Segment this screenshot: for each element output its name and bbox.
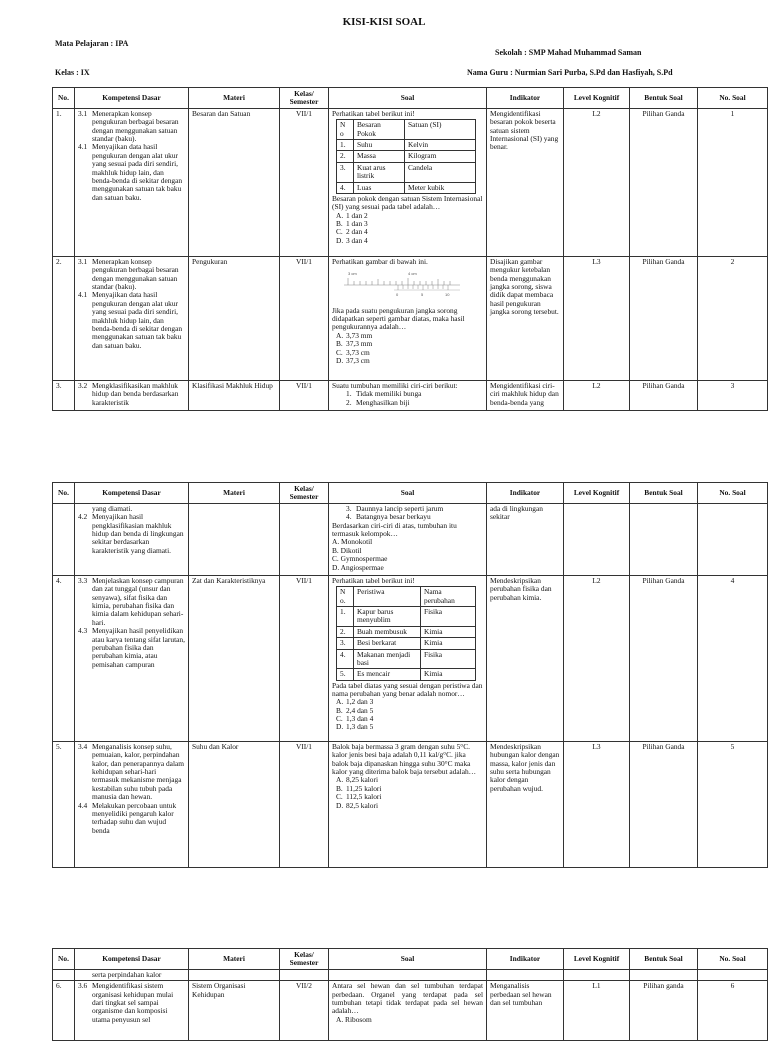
col-nosoal: No. Soal [698, 88, 768, 109]
level-cell: L2 [564, 109, 630, 257]
kisi-table-3 [52, 948, 768, 1041]
col-level: Level Kognitif [564, 483, 630, 504]
indikator-cell: Mendeskripsikan hubungan kalor dengan massa, kalor jenis dan suhu serta hubungan kalor dengan perubahan wujud. [487, 742, 564, 868]
soal-intro: Suatu tumbuhan memiliki ciri-ciri berikut: [332, 381, 458, 390]
col-indikator: Indikator [487, 88, 564, 109]
kisi-table-1 [52, 87, 768, 411]
col-materi: Materi [189, 88, 280, 109]
kd-cell [75, 742, 189, 868]
kd-item: 4.2 Menyajikan hasil pengklasifikasian makhluk hidup dan benda di lingkungan sekitar berdasarkan karakteristik yang diamati. [78, 512, 184, 555]
kelas-cell: VII/1 [280, 576, 329, 742]
col-bentuk: Bentuk Soal [630, 88, 698, 109]
level-cell: L1 [564, 981, 630, 1041]
kd-item: 3.1 Menerapkan konsep pengukuran berbagai besaran dengan menggunakan satuan standar (baku). [78, 257, 179, 292]
soal-text: Balok baja bermassa 3 gram dengan suhu 5°C. kalor jenis besi baja adalah 0,11 kal/g°C. jika balok baja dipanaskan hingga suhu 30°C maka kalor yang diterima balok baja tersebut adalah… [332, 742, 477, 777]
ciri-list: 1. Tidak memiliki bunga 2. Menghasilkan biji [346, 389, 422, 407]
indikator-cell: Mengidentifikasi ciri-ciri makhluk hidup dan benda-benda yang [487, 381, 564, 411]
col-kd: Kompetensi Dasar [75, 949, 189, 970]
table-row [53, 504, 768, 576]
col-materi: Materi [189, 483, 280, 504]
kelas-cell: VII/1 [280, 742, 329, 868]
bentuk-cell: Pilihan Ganda [630, 576, 698, 742]
svg-text:4 cm: 4 cm [408, 271, 417, 277]
options-list: A. 1 dan 2 B. 1 dan 3 C. 2 dan 4 D. 3 dan 4 [336, 210, 368, 245]
table-row [53, 981, 768, 1041]
kd-cell: serta perpindahan kalor [75, 970, 189, 981]
col-bentuk: Bentuk Soal [630, 949, 698, 970]
sekolah-label: Sekolah : SMP Mahad Muhammad Saman [495, 48, 642, 57]
indikator-cell: Disajikan gambar mengukur ketebalan benda menggunakan jangka sorong, siswa didik dapat membaca hasil pengukuran jangka sorong tersebut. [487, 257, 564, 381]
bentuk-cell: Pilihan Ganda [630, 257, 698, 381]
nosoal-cell: 6 [698, 981, 768, 1041]
bentuk-cell: Pilihan Ganda [630, 742, 698, 868]
table-header-row [53, 949, 768, 970]
col-indikator: Indikator [487, 483, 564, 504]
row-no: 6. [53, 981, 75, 1041]
bentuk-cell: Pilihan ganda [630, 981, 698, 1041]
materi-cell: Suhu dan Kalor [189, 742, 280, 868]
table-row [53, 109, 768, 257]
kd-item: 3.3 Menjelaskan konsep campuran dan zat tunggal (unsur dan senyawa), sifat fisika dan kimia, perubahan fisika dan kimia dalam kehidupan sehari-hari. [78, 576, 184, 627]
soal-cell [329, 257, 487, 381]
col-no: No. [53, 88, 75, 109]
options-list: A. 1,2 dan 3 B. 2,4 dan 5 C. 1,3 dan 4 D. 1,3 dan 5 [336, 697, 374, 732]
nosoal-cell: 1 [698, 109, 768, 257]
indikator-cell: ada di lingkungan sekitar [487, 504, 564, 576]
ciri-list: 3. Daunnya lancip seperti jarum 4. Batangnya besar berkayu [346, 504, 444, 522]
col-indikator: Indikator [487, 949, 564, 970]
table-header-row [53, 483, 768, 504]
svg-text:3 cm: 3 cm [348, 271, 357, 277]
kelas-cell: VII/2 [280, 981, 329, 1041]
soal-cell [329, 381, 487, 411]
nosoal-cell: 5 [698, 742, 768, 868]
col-no: No. [53, 483, 75, 504]
soal-text: Jika pada suatu pengukuran jangka sorong didapatkan seperti gambar diatas, maka hasil pengukurannya adalah… [332, 305, 465, 332]
soal-intro: Perhatikan gambar di bawah ini. [332, 257, 428, 266]
col-kelas: Kelas/ Semester [280, 88, 329, 109]
soal-text: Besaran pokok dengan satuan Sistem Internasional (SI) yang sesuai pada tabel adalah… [332, 193, 483, 212]
kd-item: 3.1 Menerapkan konsep pengukuran berbagai besaran dengan menggunakan satuan standar (baku). [78, 109, 179, 144]
soal-cell [329, 576, 487, 742]
row-no: 3. [53, 381, 75, 411]
bentuk-cell: Pilihan Ganda [630, 381, 698, 411]
kd-item: 4.1 Menyajikan data hasil pengukuran dengan alat ukur yang sesuai pada diri sendiri, makhluk hidup lain, dan benda-benda di sekitar dengan menggunakan satuan tak baku dan satuan baku. [78, 142, 183, 202]
kd-item: 3.4 Menganalisis konsep suhu, pemuaian, kalor, perpindahan kalor, dan penerapannya dalam kehidupan sehari-hari termasuk mekanisme menjaga kestabilan suhu tubuh pada manusia dan hewan. [78, 742, 185, 802]
page-break [0, 412, 768, 480]
table-row [53, 742, 768, 868]
col-bentuk: Bentuk Soal [630, 483, 698, 504]
guru-label: Nama Guru : Nurmian Sari Purba, S.Pd dan Hasfiyah, S.Pd [467, 68, 673, 77]
kd-item: 4.1 Menyajikan data hasil pengukuran dengan alat ukur yang sesuai pada diri sendiri, makhluk hidup lain, dan benda-benda di sekitar dengan menggunakan satuan tak baku dan satuan baku. [78, 290, 183, 350]
soal-text: Berdasarkan ciri-ciri di atas, tumbuhan itu termasuk kelompok… [332, 520, 457, 539]
kd-item: 4.3 Menyajikan hasil penyelidikan atau karya tentang sifat larutan, perubahan fisika dan perubahan kimia, atau pemisahan campuran [78, 626, 185, 669]
level-cell: L3 [564, 742, 630, 868]
materi-cell: Besaran dan Satuan [189, 109, 280, 257]
soal-text: Antara sel hewan dan sel tumbuhan terdapat perbedaan. Organel yang terdapat pada sel tumbuhan tetapi tidak terdapat pada sel hewan adalah… [332, 981, 483, 1016]
kelas-cell: VII/1 [280, 109, 329, 257]
row-no: 4. [53, 576, 75, 742]
col-kelas: Kelas/ Semester [280, 483, 329, 504]
kisi-table-2 [52, 482, 768, 868]
level-cell: L2 [564, 576, 630, 742]
soal-cell [329, 742, 487, 868]
kelas-cell: VII/1 [280, 257, 329, 381]
materi-cell: Pengukuran [189, 257, 280, 381]
indikator-cell: Mengidentifikasi besaran pokok beserta satuan sistem Internasional (SI) yang benar. [487, 109, 564, 257]
table-row [53, 576, 768, 742]
mapel-label: Mata Pelajaran : IPA [55, 39, 129, 48]
indikator-cell: Mendeskripsikan perubahan fisika dan perubahan kimia. [487, 576, 564, 742]
kelas-label: Kelas : IX [55, 68, 90, 77]
level-cell: L2 [564, 381, 630, 411]
col-level: Level Kognitif [564, 88, 630, 109]
col-kelas: Kelas/ Semester [280, 949, 329, 970]
col-no: No. [53, 949, 75, 970]
soal-cell: 3. Daunnya lancip seperti jarum 4. Batangnya besar berkayu Berdasarkan ciri-ciri di atas, tumbuhan itu termasuk kelompok… A. Monokotil B. Dikotil C. Gymnospermae D. Angiospermae [329, 504, 487, 576]
col-soal: Soal [329, 483, 487, 504]
col-kd: Kompetensi Dasar [75, 88, 189, 109]
row-no: 5. [53, 742, 75, 868]
materi-cell: Klasifikasi Makhluk Hidup [189, 381, 280, 411]
table-header-row [53, 88, 768, 109]
svg-text:10: 10 [445, 292, 450, 298]
kd-cell [75, 381, 189, 411]
kd-cell [75, 981, 189, 1041]
table-row [53, 970, 768, 981]
svg-text:5: 5 [421, 292, 424, 298]
options-list: A. 8,25 kalori B. 11,25 kalori C. 112,5 kalori D. 82,5 kalori [336, 775, 382, 810]
nosoal-cell: 3 [698, 381, 768, 411]
svg-text:0: 0 [396, 292, 399, 298]
soal-intro: Perhatikan tabel berikut ini! [332, 109, 415, 118]
options-list: A. 3,73 mm B. 37,3 mm C. 3,73 cm D. 37,3 cm [336, 330, 373, 365]
col-soal: Soal [329, 949, 487, 970]
col-level: Level Kognitif [564, 949, 630, 970]
kd-item: 3.6 Mengidentifikasi sistem organisasi kehidupan mulai dari tingkat sel sampai organisme dan komposisi utama penyusun sel [78, 981, 174, 1024]
indikator-cell: Menganalisis perbedaan sel hewan dan sel tumbuhan [487, 981, 564, 1041]
row-no: 1. [53, 109, 75, 257]
materi-cell: Zat dan Karakteristiknya [189, 576, 280, 742]
page-break [0, 875, 768, 947]
bentuk-cell: Pilihan Ganda [630, 109, 698, 257]
soal-text: Pada tabel diatas yang sesuai dengan peristiwa dan nama perubahan yang benar adalah nomor… [332, 680, 483, 698]
nosoal-cell: 4 [698, 576, 768, 742]
col-nosoal: No. Soal [698, 483, 768, 504]
table-row [53, 381, 768, 411]
row-no: 2. [53, 257, 75, 381]
kd-cell [75, 257, 189, 381]
kd-item: 3.2 Mengklasifikasikan makhluk hidup dan benda berdasarkan karakteristik [78, 381, 179, 407]
materi-cell: Sistem Organisasi Kehidupan [189, 981, 280, 1041]
col-kd: Kompetensi Dasar [75, 483, 189, 504]
jangka-sorong-image [342, 268, 462, 300]
soal-table: N o Besaran Pokok Satuan (SI) 1. Suhu Kelvin 2. Massa Kilogram 3. Kuat arus listrik Candela 4. Luas Meter kubik [336, 119, 476, 194]
kd-cell [75, 109, 189, 257]
level-cell: L3 [564, 257, 630, 381]
col-nosoal: No. Soal [698, 949, 768, 970]
soal-table: N o. Peristiwa Nama perubahan 1. Kapur barus menyublim Fisika 2. Buah membusuk Kimia 3. Besi berkarat Kimia 4. Makanan menjadi basi Fisika 5. Es mencair Kimia [336, 586, 476, 680]
nosoal-cell: 2 [698, 257, 768, 381]
col-materi: Materi [189, 949, 280, 970]
soal-cell: Antara sel hewan dan sel tumbuhan terdapat perbedaan. Organel yang terdapat pada sel tumbuhan tetapi tidak terdapat pada sel hewan adalah… A. Ribosom [329, 981, 487, 1041]
col-soal: Soal [329, 88, 487, 109]
soal-intro: Perhatikan tabel berikut ini! [332, 576, 415, 585]
soal-cell [329, 109, 487, 257]
page-title: KISI-KISI SOAL [342, 16, 426, 28]
kelas-cell: VII/1 [280, 381, 329, 411]
table-row [53, 257, 768, 381]
kd-cell: yang diamati. 4.2 Menyajikan hasil pengklasifikasian makhluk hidup dan benda di lingkungan sekitar berdasarkan karakteristik yang diamati. [75, 504, 189, 576]
kd-cell [75, 576, 189, 742]
kd-item: 4.4 Melakukan percobaan untuk menyelidiki pengaruh kalor terhadap suhu dan wujud benda [78, 800, 177, 835]
